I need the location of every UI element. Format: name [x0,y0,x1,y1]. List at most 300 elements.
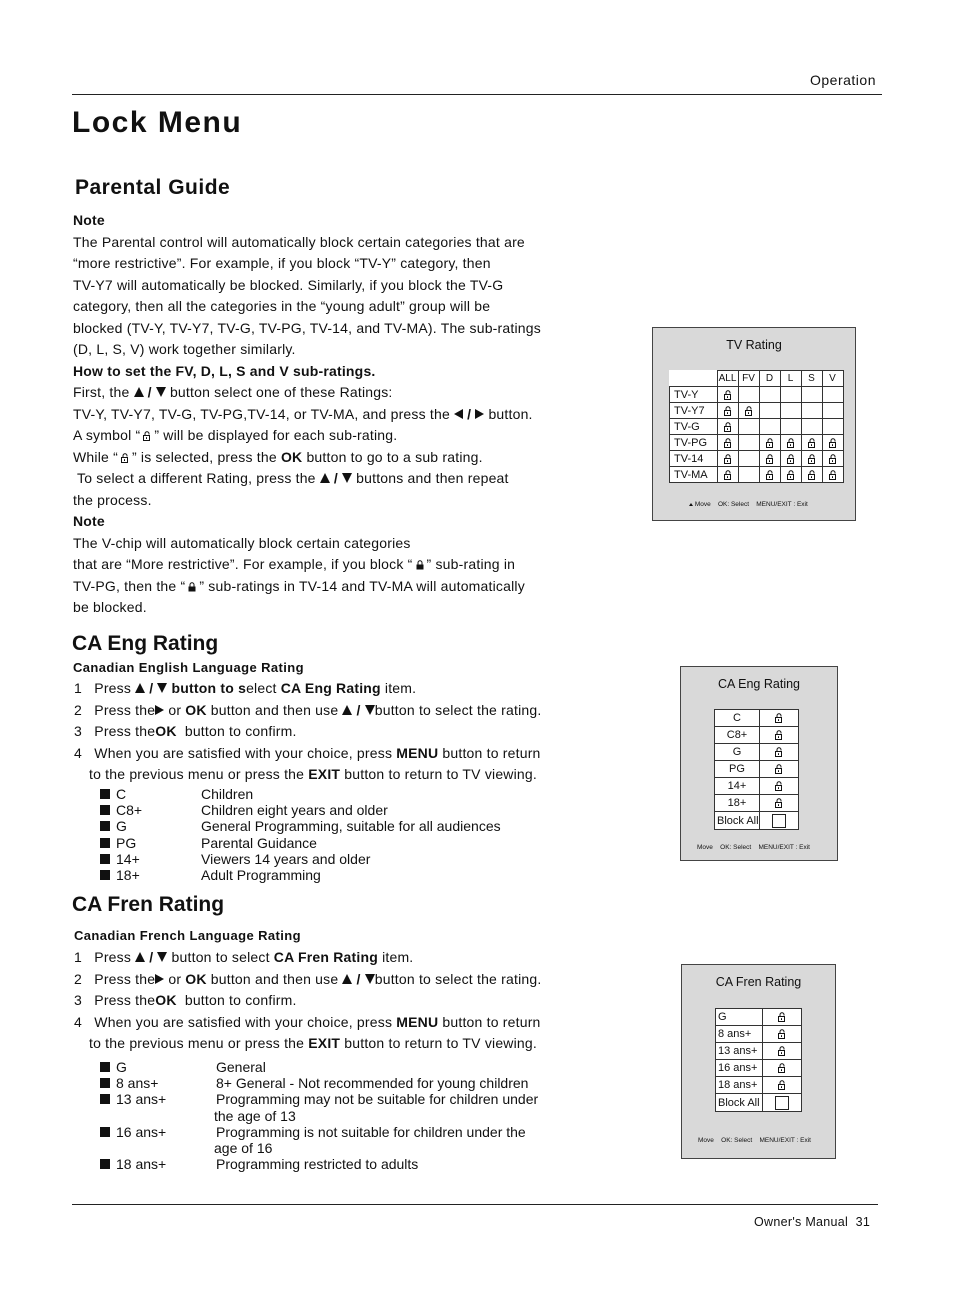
unlock-icon [120,453,130,463]
exit-key-label: EXIT [308,1035,341,1051]
text: button select one of these Ratings: [169,384,393,400]
step-4 [74,743,594,765]
rating-row[interactable] [716,1026,802,1043]
grid-cell[interactable] [822,435,843,451]
grid-cell[interactable] [822,387,843,403]
text: button to return [442,744,541,761]
legend-item [100,818,590,834]
rating-label: C [715,710,760,727]
rating-lock-cell[interactable] [763,1077,802,1094]
parental-guide-heading: Parental Guide [75,176,231,199]
down-arrow-icon [156,387,166,397]
legend-desc: Programming may not be suitable for children under [216,1091,539,1108]
help-move: Move [698,1137,714,1144]
grid-cell[interactable] [717,419,738,435]
grid-cell[interactable] [759,419,780,435]
text: button. [488,405,533,422]
rating-lock-cell[interactable] [763,1026,802,1043]
grid-row-label: TV-Y [670,387,718,403]
down-arrow-icon [365,705,375,715]
grid-column-header: V [822,371,843,387]
unlock-icon [774,730,784,740]
legend-item [100,867,590,883]
grid-row-label: TV-Y7 [670,403,718,419]
rating-row[interactable] [715,795,799,812]
rating-row[interactable] [715,710,799,727]
legend-item [100,802,590,818]
grid-row[interactable] [670,403,844,419]
step-1: 1 Press / button to select CA Eng Rating item. [74,680,417,696]
right-arrow-icon [155,705,164,715]
step-number: 4 [74,1013,82,1030]
text: button to select the rating. [374,701,542,718]
step-number: 4 [74,744,82,761]
page-title: Lock Menu [72,106,243,139]
step-number: 2 [74,701,82,718]
screen-help [697,844,810,851]
help-select: OK: Select [721,1137,753,1144]
legend-desc: Children [201,786,254,802]
grid-cell[interactable] [780,467,801,483]
unlock-icon [774,798,784,808]
unlock-icon [828,470,838,480]
rating-label: 18+ [715,795,760,812]
rating-row[interactable] [716,1009,802,1026]
lock-icon [415,560,425,570]
grid-cell[interactable] [801,467,822,483]
block-all-row[interactable] [716,1094,802,1112]
vchip-line: be blocked. [73,599,147,615]
text: button to select [171,949,270,965]
step-2: 2 Press the or OK button and then use / button to select the rating. [74,970,542,987]
rating-lock-cell[interactable] [763,1043,802,1060]
text: First, the [73,384,130,400]
grid-row[interactable] [670,467,844,483]
rating-label: 18 ans+ [716,1077,763,1094]
grid-row-label: TV-G [670,419,718,435]
right-arrow-icon [475,409,484,419]
note-line: The Parental control will automatically block certain categories that are [73,233,525,250]
left-arrow-icon [454,409,463,419]
grid-cell[interactable] [738,467,759,483]
legend-code: G [116,1059,127,1075]
unlock-icon [777,1012,787,1022]
legend-item [100,1059,590,1075]
step-3 [74,721,594,743]
howto-line-first: First, the / button select one of these Ratings: [73,384,393,400]
note-paragraph [73,232,593,361]
up-arrow-icon [135,952,145,962]
ca-eng-subheading: Canadian English Language Rating [73,660,304,675]
unlock-icon [828,454,838,464]
note-line: (D, L, S, V) work together similarly. [73,341,296,357]
header-rule [72,94,882,95]
ca-eng-legend [100,786,600,886]
ok-key-label: OK [155,992,177,1008]
text: button to confirm. [184,723,297,739]
text: TV-Y, TV-Y7, TV-G, TV-PG,TV-14, or TV-MA, and press the [73,405,450,422]
grid-column-header: L [780,371,801,387]
legend-desc: General Programming, suitable for all audiences [201,818,501,835]
rating-lock-cell[interactable] [760,710,799,727]
rating-lock-cell[interactable] [763,1009,802,1026]
vchip-line [73,576,593,598]
legend-code: 8 ans+ [116,1075,159,1092]
unlock-icon [723,454,733,464]
bullet-icon [100,805,110,815]
rating-label: G [716,1009,763,1026]
parental-guide-body [73,210,593,619]
grid-cell[interactable] [738,419,759,435]
text: button to return [442,1013,541,1030]
unlock-icon [744,406,754,416]
unlock-icon [777,1080,787,1090]
unlock-icon [777,1029,787,1039]
unlock-icon [786,438,796,448]
text: item. [382,949,414,965]
screen-title: TV Rating [726,338,782,352]
legend-desc: Programming restricted to adults [216,1156,419,1173]
text: button to go to a sub rating. [306,448,483,465]
unlock-icon [786,454,796,464]
screen-help [689,501,808,508]
vchip-line: The V-chip will automatically block certain categories [73,534,411,551]
rating-row[interactable] [716,1043,802,1060]
text: Press [94,949,132,965]
grid-row[interactable] [670,419,844,435]
step-4-cont [74,764,594,786]
text: item. [384,680,417,696]
unlock-icon [774,764,784,774]
unlock-icon [807,470,817,480]
legend-item [100,835,590,851]
text: or [168,970,182,987]
grid-column-header: S [801,371,822,387]
grid-cell[interactable] [780,403,801,419]
bullet-icon [100,1127,110,1137]
grid-cell[interactable] [822,403,843,419]
ca-eng-grid [714,709,799,830]
step-4 [74,1012,594,1034]
grid-cell[interactable] [759,403,780,419]
legend-desc: Adult Programming [201,867,321,883]
text: button and then use [210,701,339,718]
text: or [168,701,182,718]
howto-line-symbol [73,425,593,447]
unlock-icon [777,1063,787,1073]
text: buttons and then repeat [356,470,509,486]
rating-row[interactable] [715,727,799,744]
ca-eng-steps [74,678,594,786]
unlock-icon [807,454,817,464]
screen-title: CA Eng Rating [718,677,800,691]
legend-item [100,851,590,867]
grid-row[interactable] [670,387,844,403]
lock-icon [187,582,197,592]
unlock-icon [828,438,838,448]
legend-code: 14+ [116,850,140,867]
grid-cell[interactable] [738,403,759,419]
note-line: blocked (TV-Y, TV-Y7, TV-G, TV-PG, TV-14, and TV-MA). The sub-ratings [73,319,541,336]
text: Press the [94,992,156,1008]
unlock-icon [723,438,733,448]
page-number: 31 [855,1215,871,1229]
grid-row[interactable] [670,435,844,451]
note-line: category, then all the categories in the “young adult” group will be [73,298,491,314]
grid-header-row [670,371,844,387]
legend-code: 18+ [116,867,140,883]
grid-cell[interactable] [822,451,843,467]
grid-row-label: TV-14 [670,451,718,467]
block-all-cell[interactable] [760,812,799,830]
tv-rating-screen [652,327,856,521]
ca-fren-legend [100,1059,600,1179]
text: ” is selected, press the [131,448,277,465]
text: When you are satisfied with your choice, press [94,1013,393,1030]
legend-desc: 8+ General - Not recommended for young children [216,1075,529,1092]
howto-heading: How to set the FV, D, L, S and V sub-ratings. [73,362,376,379]
legend-desc: Parental Guidance [201,834,317,851]
up-arrow-icon [135,683,145,693]
text: ” sub-rating in [426,556,516,572]
grid-cell[interactable] [801,403,822,419]
rating-label: 16 ans+ [716,1060,763,1077]
legend-item [100,1091,590,1107]
text: A symbol “ [73,427,141,443]
legend-item [100,1156,590,1172]
rating-row[interactable] [716,1077,802,1094]
rating-label: 14+ [715,778,760,795]
howto-line-process: the process. [73,491,152,508]
text: to the previous menu or press the [89,766,305,782]
grid-cell[interactable] [801,387,822,403]
grid-cell[interactable] [801,419,822,435]
text: button to return to TV viewing. [344,1035,537,1051]
grid-row-label: TV-PG [670,435,718,451]
bullet-icon [100,838,110,848]
help-move: Move [694,501,711,508]
grid-cell[interactable] [759,435,780,451]
text: Press the [94,970,156,987]
text: Press [94,680,132,696]
rating-row[interactable] [715,761,799,778]
section-label: Operation [810,72,876,88]
up-arrow-icon [689,503,693,506]
help-move: Move [697,844,713,851]
grid-cell[interactable] [822,419,843,435]
rating-lock-cell[interactable] [760,778,799,795]
exit-key-label: EXIT [308,766,341,782]
howto-line-while [73,447,593,469]
grid-cell[interactable] [780,435,801,451]
legend-item [100,1124,590,1140]
ca-fren-screen [681,964,836,1159]
right-arrow-icon [155,974,164,984]
ca-fren-heading: CA Fren Rating [72,893,225,916]
block-all-cell[interactable] [763,1094,802,1112]
rating-lock-cell[interactable] [760,761,799,778]
bullet-icon [100,1078,110,1088]
unlock-icon [765,454,775,464]
unlock-icon [723,406,733,416]
grid-cell[interactable] [822,467,843,483]
help-select: OK: Select [717,501,750,508]
unlock-icon [765,438,775,448]
grid-cell[interactable] [780,451,801,467]
grid-cell[interactable] [780,419,801,435]
ok-key-label: OK [280,448,303,465]
text: button and then use [210,970,339,987]
bullet-icon [100,870,110,880]
grid-cell[interactable] [759,451,780,467]
unlock-icon [774,713,784,723]
grid-cell[interactable] [738,387,759,403]
up-arrow-icon [342,974,352,984]
menu-key-label: MENU [396,1013,439,1030]
unlock-icon [774,781,784,791]
grid-cell[interactable] [717,467,738,483]
bullet-icon [100,1062,110,1072]
legend-code: C8+ [116,802,143,819]
down-arrow-icon [365,974,375,984]
unlock-icon [765,470,775,480]
block-all-checkbox[interactable] [775,1096,789,1110]
legend-desc: Programming is not suitable for children under the [216,1123,526,1140]
vchip-line [73,554,593,576]
block-all-checkbox[interactable] [772,814,786,828]
ok-key-label: OK [185,701,207,718]
howto-line-ratings: TV-Y, TV-Y7, TV-G, TV-PG,TV-14, or TV-MA, and press the / button. [73,405,533,422]
grid-cell[interactable] [759,467,780,483]
step-number: 1 [74,949,82,965]
bullet-icon [100,854,110,864]
legend-code: 13 ans+ [116,1091,167,1108]
footer-text: Owner's Manual [754,1215,849,1229]
legend-desc-cont: age of 16 [214,1140,273,1156]
footer-rule [72,1204,878,1205]
down-arrow-icon [157,952,167,962]
unlock-icon [786,470,796,480]
help-exit: MENU/EXIT : Exit [758,844,810,851]
legend-desc: Viewers 14 years and older [201,850,371,867]
ca-eng-screen [680,666,838,861]
note-label: Note [73,212,105,228]
unlock-icon [723,390,733,400]
grid-column-header: ALL [717,371,738,387]
bullet-icon [100,1094,110,1104]
legend-desc-cont: the age of 13 [214,1107,296,1124]
block-all-label: Block All [715,812,760,830]
note-line: “more restrictive”. For example, if you block “TV-Y” category, then [73,255,491,271]
howto-line-select: To select a different Rating, press the / buttons and then repeat [77,470,509,486]
grid-cell[interactable] [738,435,759,451]
step-number: 3 [74,992,82,1008]
ca-fren-steps [74,947,594,1055]
text: elect [246,680,277,696]
unlock-icon [723,422,733,432]
legend-desc: General [216,1059,266,1075]
screen-help [698,1137,811,1144]
text: Press the [94,701,156,718]
grid-cell[interactable] [759,387,780,403]
footer [754,1215,870,1229]
rating-label: 8 ans+ [716,1026,763,1043]
grid-cell[interactable] [717,387,738,403]
grid-row[interactable] [670,451,844,467]
grid-cell[interactable] [801,435,822,451]
text: When you are satisfied with your choice, press [94,744,393,761]
ca-fren-grid [715,1008,802,1112]
block-all-row[interactable] [715,812,799,830]
up-arrow-icon [320,473,330,483]
bullet-icon [100,789,110,799]
text: ” sub-ratings in TV-14 and TV-MA will automatically [199,577,525,594]
grid-cell[interactable] [801,451,822,467]
block-all-label: Block All [716,1094,763,1112]
unlock-icon [777,1046,787,1056]
grid-cell[interactable] [717,435,738,451]
unlock-icon [723,470,733,480]
text: TV-PG, then the “ [73,577,186,594]
legend-desc: Children eight years and older [201,802,388,819]
legend-code: 18 ans+ [116,1156,167,1173]
grid-cell[interactable] [717,403,738,419]
text: button to return to TV viewing. [344,766,537,782]
menu-item-name: CA Eng Rating [280,680,381,696]
text: that are “More restrictive”. For example, if you block “ [73,556,413,572]
rating-row[interactable] [716,1060,802,1077]
step-1: 1 Press / button to select CA Fren Rating item. [74,949,414,965]
rating-row[interactable] [715,744,799,761]
bullet-icon [100,1159,110,1169]
note-label: Note [73,513,105,529]
legend-code: 16 ans+ [116,1123,167,1140]
up-arrow-icon [134,387,144,397]
rating-lock-cell[interactable] [760,795,799,812]
rating-lock-cell[interactable] [763,1060,802,1077]
rating-lock-cell[interactable] [760,727,799,744]
grid-cell[interactable] [738,451,759,467]
menu-item-name: CA Fren Rating [273,949,378,965]
legend-item [100,1075,590,1091]
ca-eng-heading: CA Eng Rating [72,632,219,655]
rating-lock-cell[interactable] [760,744,799,761]
ca-fren-subheading: Canadian French Language Rating [74,928,301,943]
step-4-cont [74,1033,594,1055]
rating-row[interactable] [715,778,799,795]
text: While “ [73,448,118,465]
legend-item [100,786,590,802]
grid-row-label: TV-MA [670,467,718,483]
grid-cell[interactable] [780,387,801,403]
legend-code: C [116,786,127,802]
down-arrow-icon [157,683,167,693]
text: button to select the rating. [374,970,542,987]
grid-cell[interactable] [717,451,738,467]
text: To select a different Rating, press the [77,470,316,486]
unlock-icon [142,431,152,441]
tv-rating-grid [669,370,844,483]
grid-corner [670,371,718,387]
grid-column-header: FV [738,371,759,387]
text: to the previous menu or press the [89,1035,305,1051]
grid-column-header: D [759,371,780,387]
step-number: 2 [74,970,82,987]
help-exit: MENU/EXIT : Exit [759,1137,811,1144]
down-arrow-icon [342,473,352,483]
step-3 [74,990,594,1012]
ok-key-label: OK [185,970,207,987]
